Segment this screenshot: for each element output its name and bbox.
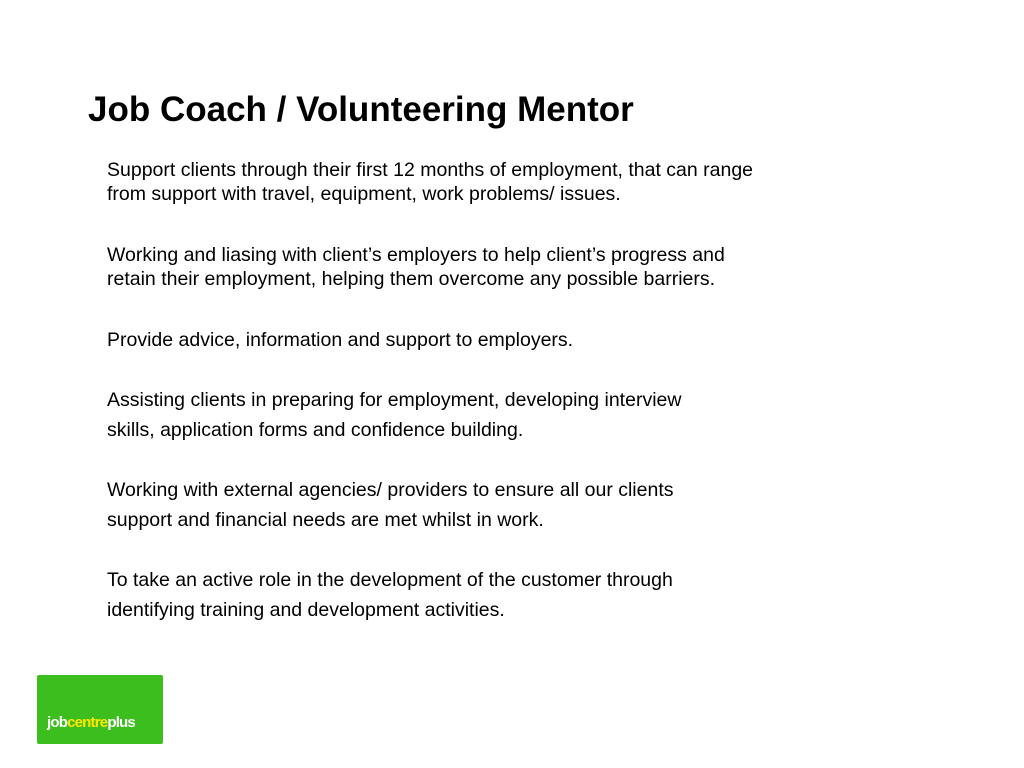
paragraph-line: skills, application forms and confidence building. <box>107 419 524 441</box>
logo-text-centre: centre <box>67 714 108 731</box>
paragraph-assisting-clients <box>107 385 681 445</box>
paragraph-working-with-employers <box>107 243 725 291</box>
paragraph-provide-advice <box>107 328 573 352</box>
paragraph-line: support and financial needs are met whilst in work. <box>107 509 544 531</box>
logo-text-plus: plus <box>107 714 135 731</box>
slide-title: Job Coach / Volunteering Mentor <box>88 90 634 129</box>
paragraph-line: Working and liasing with client’s employers to help client’s progress and <box>107 244 725 266</box>
logo-text-job: job <box>47 714 68 731</box>
paragraph-line: from support with travel, equipment, work problems/ issues. <box>107 183 621 205</box>
jobcentreplus-logo <box>37 675 163 744</box>
paragraph-line: Support clients through their first 12 months of employment, that can range <box>107 159 754 181</box>
paragraph-line: Provide advice, information and support to employers. <box>107 329 574 351</box>
paragraph-line: identifying training and development activities. <box>107 599 505 621</box>
logo-wordmark <box>47 714 135 732</box>
paragraph-line: To take an active role in the development of the customer through <box>107 569 673 591</box>
paragraph-development-role <box>107 565 673 625</box>
paragraph-external-agencies <box>107 475 674 535</box>
paragraph-line: retain their employment, helping them overcome any possible barriers. <box>107 268 716 290</box>
paragraph-line: Assisting clients in preparing for employment, developing interview <box>107 389 682 411</box>
paragraph-line: Working with external agencies/ providers to ensure all our clients <box>107 479 674 501</box>
paragraph-support-clients <box>107 158 753 206</box>
